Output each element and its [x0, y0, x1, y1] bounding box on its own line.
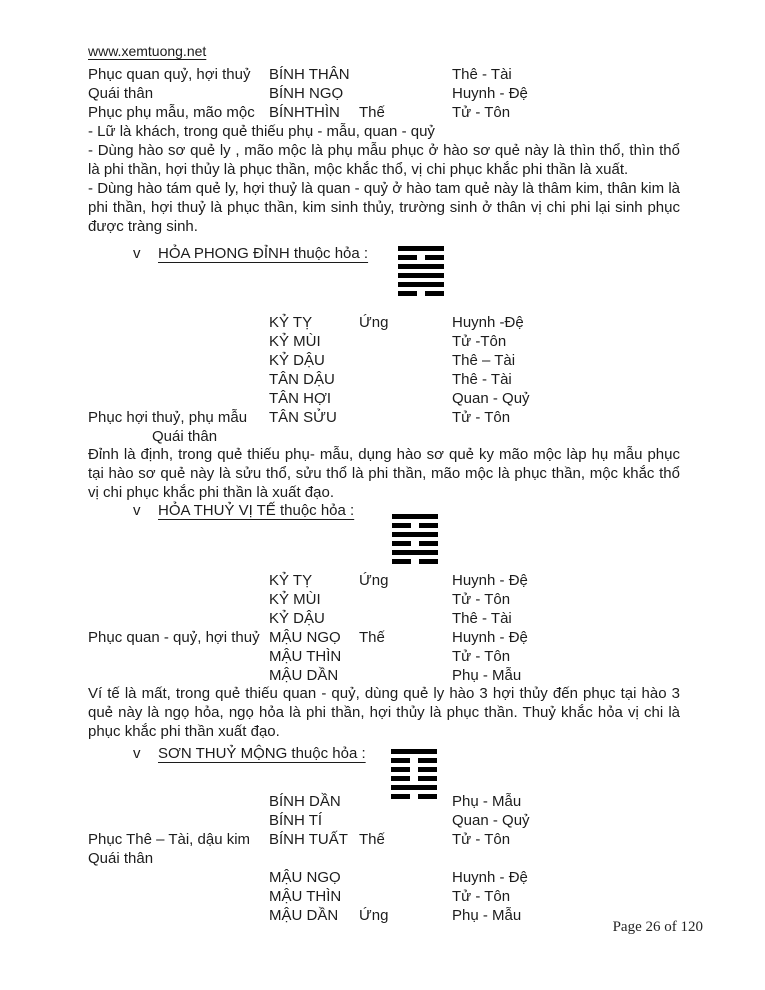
relation-cell: Tử - Tôn [452, 409, 511, 426]
row-label [88, 792, 269, 811]
table-row [88, 868, 698, 887]
position-cell [359, 609, 452, 628]
branch-cell: BÍNH NGỌ [269, 85, 344, 102]
row-label: Quái thân [152, 428, 218, 445]
branch-cell: TÂN SỬU [269, 409, 337, 426]
branch-cell: KỶ TỴ [269, 572, 313, 589]
relation-cell [452, 849, 698, 868]
table-row [88, 103, 698, 122]
relation-cell: Quan - Quỷ [452, 812, 530, 829]
hexagram-line-broken [398, 291, 444, 296]
hexagram-line-solid [398, 273, 444, 278]
position-cell [359, 887, 452, 906]
position-cell [359, 792, 452, 811]
note-line: - Lữ là khách, trong quẻ thiếu phụ - mẫu, quan - quỷ [88, 123, 435, 140]
table-row [88, 84, 698, 103]
hexagram-line-broken [391, 758, 437, 763]
hexagram-line-solid [398, 264, 444, 269]
row-label: Phục phụ mẫu, mão mộc [88, 104, 255, 121]
position-cell [359, 84, 452, 103]
table-row [88, 427, 698, 446]
site-url-link[interactable]: www.xemtuong.net [88, 43, 207, 59]
branch-cell: MẬU DẦN [269, 667, 339, 684]
table-row [88, 571, 698, 590]
list-bullet: v [133, 745, 141, 762]
row-label [88, 811, 269, 830]
paragraph: - Dùng hào sơ quẻ ly , mão mộc là phụ mẫu phục ở hào sơ quẻ này là thìn thổ, thìn thổ là phi thần, hợi thủy là phục thần, mộc khắc thổ, vị chi phục khắc phi thần là xuất. [88, 142, 680, 178]
paragraph: Đỉnh là định, trong quẻ thiếu phụ- mẫu, dụng hào sơ quẻ ky mão mộc làp hụ mẫu phục tại hào sơ quẻ này là sửu thổ, sửu thổ là phi thần, mão mộc là phục thần, mộc khắc thổ vị chi phục khắc phi thần là xuất đạo. [88, 446, 680, 501]
branch-cell: KỶ DẬU [269, 352, 325, 369]
position-cell: Thế [359, 104, 385, 121]
row-label [88, 868, 269, 887]
section-heading-hoa-thuy-vi-te [133, 501, 354, 520]
table-row [88, 590, 698, 609]
position-cell [359, 811, 452, 830]
row-label: Quái thân [88, 850, 154, 867]
branch-cell: MẬU NGỌ [269, 869, 341, 886]
row-label [88, 666, 269, 685]
hexagram-line-solid [392, 532, 438, 537]
relation-cell: Quan - Quỷ [452, 390, 530, 407]
table-row [88, 609, 698, 628]
table-row [88, 811, 698, 830]
row-label [88, 332, 269, 351]
table-row [88, 628, 698, 647]
table-row [88, 408, 698, 427]
row-label [88, 609, 269, 628]
branch-cell: BÍNH THÂN [269, 66, 350, 83]
section-text [88, 445, 680, 502]
list-bullet: v [133, 502, 141, 519]
branch-cell: KỶ TỴ [269, 314, 313, 331]
row-label: Quái thân [88, 85, 154, 102]
row-label [88, 887, 269, 906]
intro-text [88, 122, 680, 236]
hexagram-line-broken [392, 541, 438, 546]
position-cell: Ứng [359, 572, 389, 589]
row-label [88, 590, 269, 609]
branch-cell: TÂN DẬU [269, 371, 335, 388]
branch-cell [269, 849, 359, 868]
table-row [88, 887, 698, 906]
table-row [88, 351, 698, 370]
relation-cell: Tử - Tôn [452, 831, 511, 848]
hexagram-line-solid [398, 282, 444, 287]
section-title: HỎA THUỶ VỊ TẾ thuộc hỏa : [158, 502, 355, 519]
hexagram-line-solid [392, 550, 438, 555]
row-label: Phục Thê – Tài, dậu kim [88, 831, 251, 848]
hexagram-line-broken [391, 776, 437, 781]
table-row [88, 65, 698, 84]
position-cell [359, 389, 452, 408]
list-bullet: v [133, 245, 141, 262]
relation-cell: Huynh - Đệ [452, 572, 528, 589]
position-cell [359, 427, 452, 446]
row-label [88, 389, 269, 408]
position-cell [359, 590, 452, 609]
branch-cell: KỶ DẬU [269, 610, 325, 627]
branch-cell [269, 427, 359, 446]
table-row [88, 830, 698, 849]
branch-cell: MẬU THÌN [269, 648, 342, 665]
table-row [88, 647, 698, 666]
fu-table-hoa-phong-dinh [88, 313, 698, 446]
hexagram-line-solid [392, 514, 438, 519]
hexagram-line-solid [391, 785, 437, 790]
branch-cell: BÍNH DẦN [269, 793, 341, 810]
position-cell [359, 351, 452, 370]
section-text [88, 684, 680, 741]
row-label [88, 313, 269, 332]
table-row [88, 666, 698, 685]
row-label [88, 647, 269, 666]
relation-cell: Phụ - Mẫu [452, 667, 522, 684]
row-label: Phục quan quỷ, hợi thuỷ [88, 66, 251, 83]
branch-cell: BÍNH TUẤT [269, 831, 348, 848]
section-heading-son-thuy-mong [133, 744, 366, 763]
table-row [88, 370, 698, 389]
position-cell: Ứng [359, 314, 389, 331]
branch-cell: MẬU NGỌ [269, 629, 341, 646]
table-row [88, 792, 698, 811]
section-title: HỎA PHONG ĐỈNH thuộc hỏa : [158, 245, 369, 262]
table-row [88, 332, 698, 351]
table-row [88, 906, 698, 925]
intro-fu-table [88, 65, 698, 122]
hexagram-line-broken [398, 255, 444, 260]
relation-cell: Huynh - Đệ [452, 869, 528, 886]
paragraph: Ví tế là mất, trong quẻ thiếu quan - quỷ, dùng quẻ ly hào 3 hợi thủy đến phục tại hào 3 quẻ này là ngọ hỏa, ngọ hỏa là phi thần, hợi thủy là phục thần. Thuỷ khắc hỏa vị chi là phục khắc phi thần xuất đạo. [88, 685, 680, 740]
row-label [88, 370, 269, 389]
row-label [88, 571, 269, 590]
relation-cell: Phụ - Mẫu [452, 793, 522, 810]
hexagram-line-solid [391, 749, 437, 754]
branch-cell: BÍNH TÍ [269, 812, 323, 829]
row-label [88, 351, 269, 370]
table-row [88, 313, 698, 332]
row-label: Phục quan - quỷ, hợi thuỷ [88, 629, 260, 646]
position-cell [359, 332, 452, 351]
relation-cell: Tử - Tôn [452, 591, 511, 608]
relation-cell: Tử -Tôn [452, 333, 507, 350]
relation-cell: Huynh -Đệ [452, 314, 524, 331]
relation-cell: Tử - Tôn [452, 648, 511, 665]
branch-cell: BÍNHTHÌN [269, 104, 340, 121]
section-title: SƠN THUỶ MỘNG thuộc hỏa : [158, 745, 366, 762]
position-cell: Thế [359, 831, 385, 848]
position-cell: Thế [359, 629, 385, 646]
position-cell: Ứng [359, 907, 389, 924]
row-label: Phục hợi thuỷ, phụ mẫu [88, 409, 248, 426]
relation-cell: Huynh - Đệ [452, 629, 528, 646]
relation-cell [452, 427, 698, 446]
position-cell [359, 868, 452, 887]
relation-cell: Tử - Tôn [452, 104, 511, 121]
position-cell [359, 408, 452, 427]
section-heading-hoa-phong-dinh [133, 244, 368, 263]
relation-cell: Phụ - Mẫu [452, 907, 522, 924]
relation-cell: Huynh - Đệ [452, 85, 528, 102]
relation-cell: Thê – Tài [452, 352, 516, 369]
row-label [88, 906, 269, 925]
branch-cell: MẬU DẦN [269, 907, 339, 924]
hexagram-line-broken [392, 523, 438, 528]
branch-cell: MẬU THÌN [269, 888, 342, 905]
relation-cell: Thê - Tài [452, 371, 512, 388]
relation-cell: Thê - Tài [452, 66, 512, 83]
relation-cell: Tử - Tôn [452, 888, 511, 905]
position-cell [359, 65, 452, 84]
hexagram-line-solid [398, 246, 444, 251]
page-number-label: Page 26 of 120 [612, 919, 703, 935]
position-cell [359, 849, 452, 868]
hexagram-line-broken [391, 767, 437, 772]
branch-cell: KỶ MÙI [269, 591, 321, 608]
table-row [88, 389, 698, 408]
position-cell [359, 647, 452, 666]
hexagram-icon [392, 514, 438, 564]
position-cell [359, 666, 452, 685]
hexagram-icon [398, 246, 444, 296]
fu-table-son-thuy-mong [88, 792, 698, 925]
hexagram-line-broken [392, 559, 438, 564]
branch-cell: KỶ MÙI [269, 333, 321, 350]
relation-cell: Thê - Tài [452, 610, 512, 627]
position-cell [359, 370, 452, 389]
fu-table-hoa-thuy-vi-te [88, 571, 698, 685]
paragraph: - Dùng hào tám quẻ ly, hợi thuỷ là quan - quỷ ở hào tam quẻ này là thâm kim, thân kim là phi thần, hợi thuỷ là phục thần, kim sinh thủy, trường sinh ở thân vị chi phi lại sinh phục được tràng sinh. [88, 180, 680, 235]
table-row [88, 849, 698, 868]
branch-cell: TÂN HỢI [269, 390, 332, 407]
